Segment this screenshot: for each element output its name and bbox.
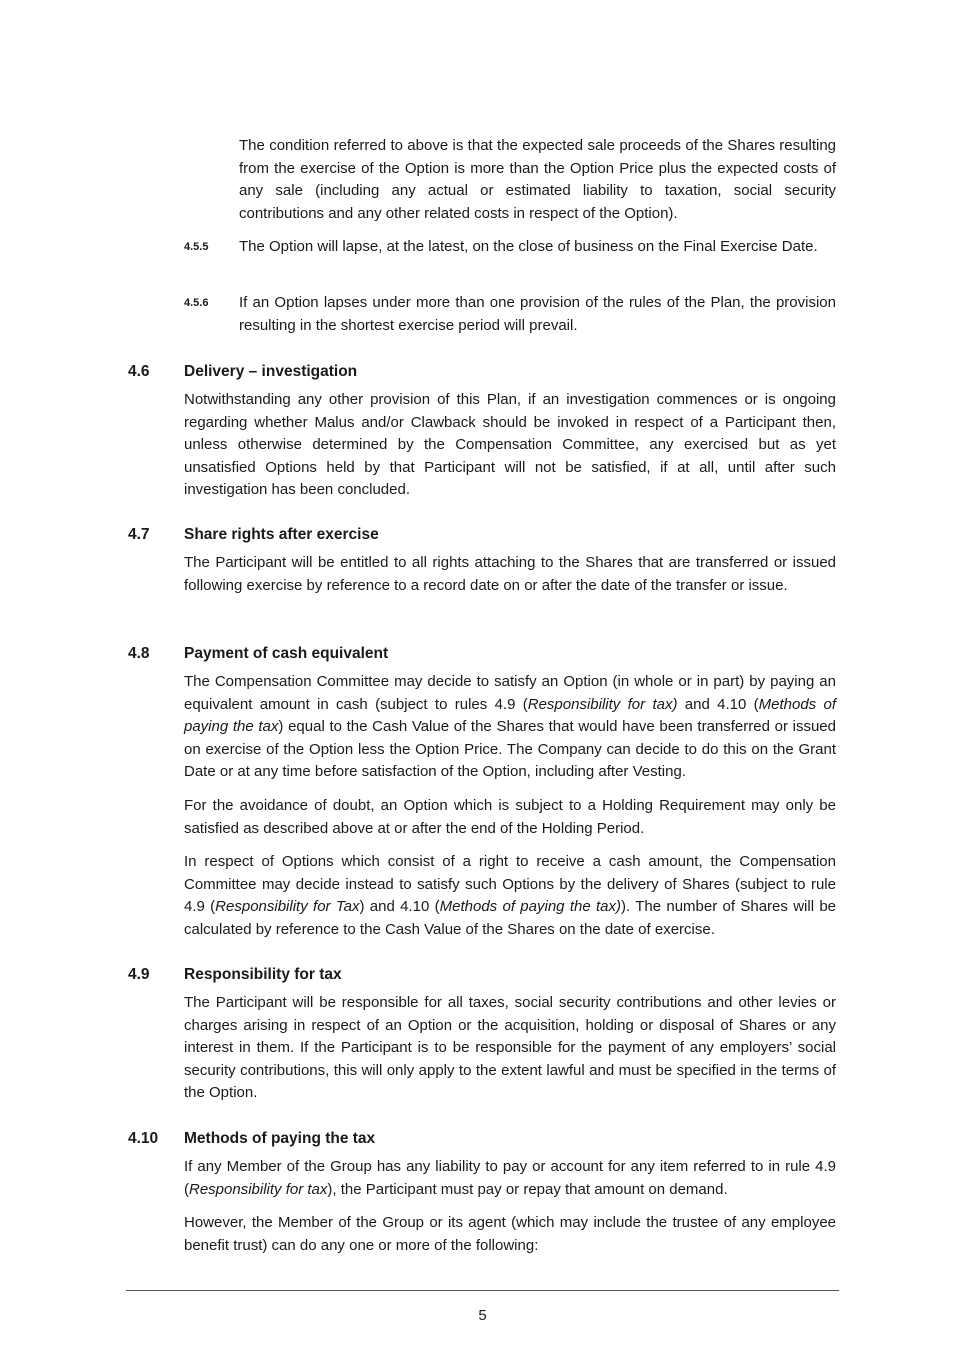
section-title: Share rights after exercise bbox=[184, 526, 379, 543]
page-number: 5 bbox=[478, 1307, 487, 1324]
condition-paragraph: The condition referred to above is that the expected sale proceeds of the Shares resulting from the exercise of the Option is more than the Option Price plus the expected costs of any sale (including any actual or estimated liability to taxation, social security contributions and any other related costs in respect of the Option). bbox=[239, 137, 836, 222]
section-title: Payment of cash equivalent bbox=[184, 645, 389, 662]
clause-text-4-5-6: If an Option lapses under more than one provision of the rules of the Plan, the provision resulting in the shortest exercise period will prevail. bbox=[239, 294, 836, 334]
footer-divider bbox=[126, 1290, 839, 1291]
clause-number-4-5-5: 4.5.5 bbox=[184, 241, 209, 253]
section-title: Methods of paying the tax bbox=[184, 1130, 376, 1147]
section-number: 4.6 bbox=[128, 363, 150, 380]
clause-text-4-5-5: The Option will lapse, at the latest, on the close of business on the Final Exercise Date. bbox=[239, 238, 818, 255]
section-number: 4.9 bbox=[128, 966, 150, 983]
section-number: 4.8 bbox=[128, 645, 150, 662]
section-title: Delivery – investigation bbox=[184, 363, 358, 380]
section-4-10-paragraph-2: However, the Member of the Group or its agent (which may include the trustee of any employee benefit trust) can do any one or more of the following: bbox=[184, 1214, 836, 1254]
section-4-8-paragraph-3: In respect of Options which consist of a right to receive a cash amount, the Compensation Committee may decide instead to satisfy such Options by the delivery of Shares (subject to rule 4.9 (Responsibility for Tax) and 4.10 (Methods of paying the tax)). The number of Shares will be calculated by reference to the Cash Value of the Shares on the date of exercise. bbox=[184, 853, 837, 938]
clause-number-4-5-6: 4.5.6 bbox=[184, 297, 209, 309]
section-4-9-paragraph: The Participant will be responsible for all taxes, social security contributions and other levies or charges arising in respect of an Option or the acquisition, holding or disposal of Shares or any interest in them. If the Participant is to be responsible for the payment of any employers’ social security contributions, this will only apply to the extent lawful and must be specified in the terms of the Option. bbox=[184, 994, 836, 1101]
section-title: Responsibility for tax bbox=[184, 966, 342, 983]
section-4-10-paragraph-1: If any Member of the Group has any liability to pay or account for any item referred to in rule 4.9 (Responsibility for tax), the Participant must pay or repay that amount on demand. bbox=[184, 1158, 836, 1198]
section-4-8-paragraph-1: The Compensation Committee may decide to satisfy an Option (in whole or in part) by paying an equivalent amount in cash (subject to rules 4.9 (Responsibility for tax) and 4.10 (Methods of paying the tax) equal to the Cash Value of the Shares that would have been transferred or issued on exercise of the Option less the Option Price. The Company can decide to do this on the Grant Date or at any time before satisfaction of the Option, including after Vesting. bbox=[184, 673, 837, 780]
section-number: 4.7 bbox=[128, 526, 150, 543]
section-4-7-paragraph: The Participant will be entitled to all rights attaching to the Shares that are transferred or issued following exercise by reference to a record date on or after the date of the transfer or issue. bbox=[184, 554, 836, 594]
section-4-8-paragraph-2: For the avoidance of doubt, an Option which is subject to a Holding Requirement may only be satisfied as described above at or after the end of the Holding Period. bbox=[184, 797, 836, 837]
section-number: 4.10 bbox=[128, 1130, 159, 1147]
section-4-6-paragraph: Notwithstanding any other provision of this Plan, if an investigation commences or is ongoing regarding whether Malus and/or Clawback should be invoked in respect of a Participant then, unless otherwise determined by the Compensation Committee, any exercised but as yet unsatisfied Options held by that Participant will not be satisfied, if at all, until after such investigation has been concluded. bbox=[184, 391, 836, 498]
